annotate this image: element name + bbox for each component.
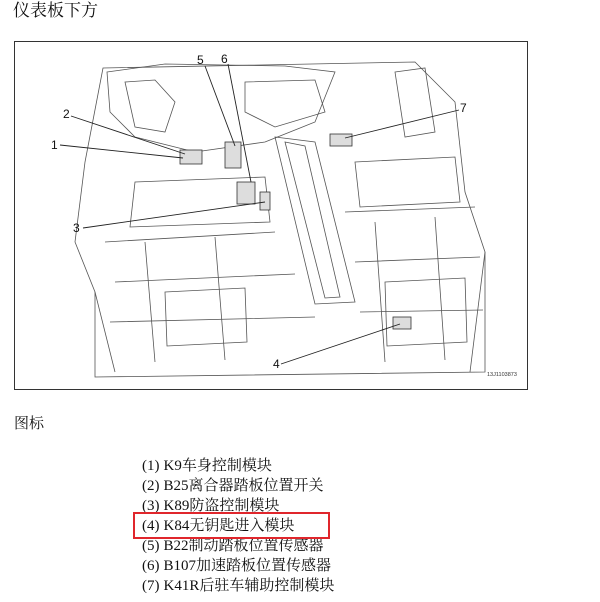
legend-item-k9: (1) K9车身控制模块 <box>142 458 272 474</box>
page-title: 仪表板下方 <box>13 1 98 21</box>
legend-item-k89: (3) K89防盗控制模块 <box>142 498 280 514</box>
callout-4: 4 <box>273 357 280 371</box>
callout-3: 3 <box>73 221 80 235</box>
vehicle-diagram <box>14 41 528 390</box>
highlight-box <box>133 512 330 539</box>
legend-item-b25: (2) B25离合器踏板位置开关 <box>142 478 324 494</box>
legend-item-b22: (5) B22制动踏板位置传感器 <box>142 538 324 554</box>
callout-6: 6 <box>221 52 228 66</box>
callout-1: 1 <box>51 138 58 152</box>
callout-2: 2 <box>63 107 70 121</box>
figure-id-label: 13J1103873 <box>487 372 517 378</box>
legend-item-k41r: (7) K41R后驻车辅助控制模块 <box>142 578 335 594</box>
callout-5: 5 <box>197 53 204 67</box>
underbody-illustration <box>15 42 527 389</box>
legend-item-b107: (6) B107加速踏板位置传感器 <box>142 558 332 574</box>
legend-heading: 图标 <box>14 414 45 432</box>
legend-item-k84: (4) K84无钥匙进入模块 <box>142 518 295 534</box>
callout-7: 7 <box>460 101 467 115</box>
